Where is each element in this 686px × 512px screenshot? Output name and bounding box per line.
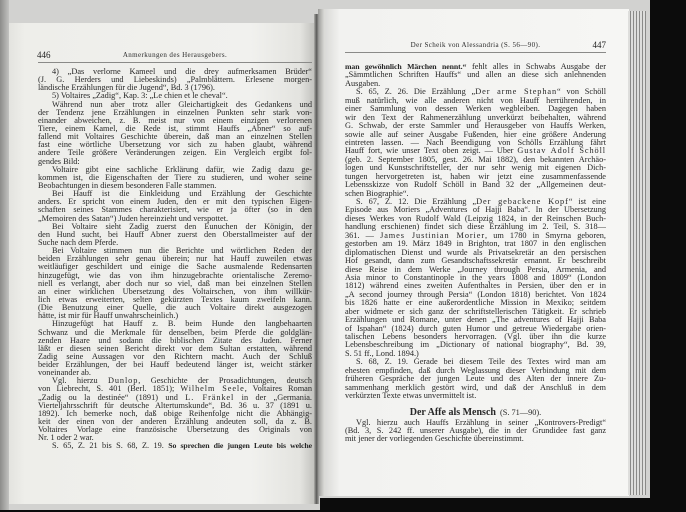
spaced-name: Dunlop [107, 377, 139, 386]
text-line: „A second journey through Persia“ (London 1818) berichtet. Von 1824 [345, 290, 606, 299]
paragraph [38, 442, 312, 450]
line-segment: „Zadig ou la destinée“ (1891) und [38, 393, 186, 402]
paragraph [38, 377, 312, 442]
section-heading [345, 405, 606, 416]
text-line: (Die Benutzung einer Quelle, die auch Voltaire direkt ausgezogen [38, 304, 312, 313]
text-line: Suche nach dem Pferde. [38, 238, 119, 247]
text-line: andere Teile größere Veränderungen zeigen. Ein Vergleich ergibt fol- [38, 149, 312, 158]
text-line: bis 1826 hatte er eine außerordentliche Mission in Mexiko; seitdem [345, 299, 606, 308]
text-line: einander abweichen, z. B. meist nur von einem einzigen verlorenen [38, 116, 312, 125]
text-line: hätte, ist mir für Hauff unwahrscheinlich.) [38, 312, 179, 321]
gutter-shadow [314, 14, 319, 504]
section-paragraphs [345, 419, 606, 444]
text-line: tungen hervorgetreten ist, haben wir jetzt eine zusammenfassende [345, 172, 606, 181]
body-paragraphs [345, 63, 606, 401]
text-line: Bei Hauff ist die Einkleidung und Erzählung der Geschichte [52, 190, 312, 199]
scan-edge-shadow [0, 0, 9, 510]
line-segment: “ ist eine [568, 198, 606, 206]
line-segment: , um 1780 in Smyrna geboren, [484, 231, 606, 240]
text-line: 5) Voltaires „Zadig“, Kap. 3: „Le chien et le cheval“. [52, 92, 228, 101]
text-line: früheren Gespräche der jungen Leute und des Alten der innere Zu- [345, 375, 606, 384]
text-line: Nr. 1 oder 2 war. [38, 434, 94, 443]
text-line: wir den Text der Rahmenerzählung unverkürzt beibehalten, während [345, 113, 606, 122]
text-line: zenden Haare und sodann die biblischen Zitate des Juden. Ferner [38, 336, 312, 345]
text-line: lich etwas erweiterten, selten gekürzten Textes kaum zweifeln kann. [38, 295, 312, 304]
text-line: schaften seines Stammes charakterisiert, wie er ja öfter (so in den [38, 206, 312, 215]
spaced-name: Der gebackene Kopf [476, 198, 569, 206]
line-segment: “ von Schöll [557, 88, 606, 97]
text-line [38, 385, 312, 393]
blackletter-quote: man gewöhnlich Märchen nennt.“ [345, 63, 467, 71]
paragraph [345, 419, 606, 444]
text-line: Voltaire gibt eine sachliche Erklärung dafür, wie Zadig dazu ge- [52, 165, 312, 174]
line-segment: in der „Germania. [234, 393, 312, 402]
paragraph [38, 223, 312, 247]
line-segment: S. 65, Z. 26. Die Erzählung „ [356, 88, 476, 97]
text-line: Asia minor to Constantinople in the years 1808 and 1809“ (London [345, 273, 606, 282]
text-line: kommen ist, die Eigenschaften der Tiere zu studieren, und woher seine [38, 173, 312, 182]
text-line: Vgl. hierzu auch Hauffs Erzählung in seiner „Kontrovers-Predigt“ [356, 418, 606, 427]
line-segment: Vgl. hierzu [52, 377, 108, 386]
running-head: Anmerkungen des Herausgebers. [122, 51, 228, 59]
text-line: beider Erzählungen, der bei Hauff bedeutend länger ist, weicht stärker [38, 361, 312, 370]
page-edge-stack [628, 11, 646, 495]
text-line: Schwanz und die Merkmale für denselben, beim Pferde die goldglän- [38, 328, 312, 337]
text-line: handlung erschienen) findet sich diese Erzählung im 2. Teil, S. 318— [345, 223, 606, 232]
header-rule [345, 52, 606, 53]
text-line: einer Sammlung von dessen Werken wegbleiben. Dagegen haben [345, 105, 606, 114]
page-number: 446 [37, 50, 51, 60]
text-line: gestorben am 19. März 1849 in Brighton, trat 1807 in den englischen [345, 240, 606, 249]
text-line: ehesten empfinden, daß durch Weglassung dieser Verbindung mit dem [345, 366, 606, 375]
text-line: dieses Werkes von Rudolf Wald (Leipzig 1824, in der Reinschen Buch- [345, 214, 606, 223]
text-line [345, 232, 606, 240]
blackletter-quote: So sprechen die jungen Leute bis welche [168, 442, 312, 451]
text-line: fast eine wörtliche Übersetzung vor sich zu haben glaubt, während [38, 141, 312, 150]
text-line: Voltaires Vorlage eine französische Übersetzung des Originals von [38, 426, 312, 435]
text-line: Erzählungen und Romane, unter denen „The adventures of Hajji Baba [345, 316, 606, 325]
paragraph [38, 68, 312, 92]
text-line [345, 88, 606, 96]
text-line [38, 442, 312, 450]
paragraph [38, 92, 312, 100]
text-line: of Ispahan“ (1824) durch guten Humor und getreue Wiedergabe orien- [345, 324, 606, 333]
text-line: verkürzten Texte etwas unvermittelt ist. [345, 392, 477, 401]
text-line: hinzugefügt, wie das von ihm hinzugebrachte orientalische Zeremo- [38, 271, 312, 280]
text-line: (Bd. 3, S. 242 ff. unserer Ausgabe), die in der Grundidee fast ganz [345, 426, 606, 435]
text-line: (geb. 2. September 1805, gest. 26. Mai 1882), den bekannten Archäo- [345, 155, 606, 164]
text-line: Bei Voltaire sieht Zadig zuerst den Eunuchen der Königin, der [52, 222, 312, 231]
text-line: schen Biographie“. [345, 189, 409, 198]
text-line: Während nun aber trotz aller Gleichartigkeit des Gedankens und [52, 100, 312, 109]
text-line: G. Schwab, der erste Sammler und Herausgeber von Hauffs Werken, [345, 122, 606, 131]
text-line: S. 51 ff., Lond. 1894.) [345, 349, 419, 358]
spaced-name: L. Fränkel [185, 393, 235, 402]
spaced-name: Gustav Adolf Schöll [517, 147, 606, 156]
header-rule [38, 62, 312, 63]
line-segment: , Geschichte der Prosadichtungen, deutsch [138, 377, 312, 386]
text-line: Episode aus Moriers „Adventures of Hajji Baba“. In der Übersetzung [345, 206, 606, 215]
text-line: sowie alle auf seiner Ausgabe Fußenden, hier eine größere Änderung [345, 130, 606, 139]
text-line: talischen Lebens besonders hervorragen. (Vgl. über ihn die kurze [345, 333, 606, 341]
paragraph [345, 358, 606, 400]
line-segment: , Voltaires Roman [244, 385, 312, 394]
paragraph [345, 88, 606, 198]
text-line: den Hund sucht, bei Hauff Abner zuerst den Oberstallmeister auf der [38, 230, 312, 239]
text-line: anders. Er spricht von einem Juden, den er mit den typischen Eigen- [38, 198, 312, 207]
left-page [9, 23, 319, 504]
text-line [38, 377, 312, 385]
spaced-name: Der arme Stephan [475, 88, 558, 97]
text-line: diese Reise in dem Werke „Journey through Persia, Armenia, and [345, 265, 606, 274]
paragraph [38, 190, 312, 223]
text-line: mit jener der vorliegenden Geschichte übereinstimmt. [345, 435, 524, 444]
text-line: 1892). Ich bemerke noch, daß obige Reihenfolge nicht die Abhängig- [38, 409, 312, 418]
spaced-name: James Justinian Morier [380, 231, 485, 240]
running-head: Der Scheik von Alessandria (S. 56—90). [410, 41, 541, 49]
text-line: Tiere, einem Kamel, die Rede ist, stimmt Hauffs „Abner“ so auf- [38, 124, 312, 133]
paragraph [38, 166, 312, 190]
body-text [38, 68, 312, 451]
paragraph [38, 101, 312, 166]
right-page [318, 9, 629, 496]
page-number: 447 [592, 40, 606, 50]
text-line [38, 394, 312, 402]
text-line [345, 147, 606, 155]
paragraph [345, 198, 606, 358]
text-line: sammenhang merklich gestört wird, und daß der Anschluß in dem [345, 383, 606, 392]
text-line: ländische Erzählungen für die Jugend“, Bd. 3 (1796). [38, 84, 215, 93]
text-line [345, 63, 606, 71]
text-line: Lebensbeschreibung im „Dictionary of national biography“, Bd. 39, [345, 341, 606, 350]
text-line: (J. G. Herders und Liebeskinds) „Palmblättern. Erlesene morgen- [38, 76, 312, 85]
line-segment: S. 67, Z. 12. Die Erzählung „ [356, 198, 477, 206]
section-title: Der Affe als Mensch [409, 406, 496, 418]
text-line: weitläufiger geschildert und einige die Sache ausmalende Redensarten [38, 263, 312, 272]
text-line: keit der einen von der anderen Erzählung andeuten soll, da z. B. [38, 418, 312, 427]
text-line: 1812) während eines zweiten Aufenthaltes in Persien, über den er in [345, 282, 606, 291]
text-line: der Tendenz jene Erzählungen in einzelnen Punkten sehr stark von- [38, 108, 312, 117]
text-line: muß natürlich, wie alle anderen nicht von Hauff herrührenden, in [345, 96, 606, 105]
text-line: Zadig seine Aussagen vor den Richtern macht. Auch der Schluß [38, 352, 312, 361]
text-line: Hinzugefügt hat Hauff z. B. beim Hunde den langbehaarten [52, 320, 312, 329]
line-segment: 361. — [345, 231, 381, 240]
text-line: Beobachtungen in diesem besonderen Falle stammen. [38, 181, 217, 190]
text-line: Hof gesandt, dann zum Gesandtschaftssekretär ernannt. Er beschreibt [345, 257, 606, 266]
text-line: läßt er diesen seinen Bericht direkt vor dem Sultan erstatten, während [38, 344, 312, 353]
text-line: diplomatischen Dienst und wurde als Privatsekretär an den persischen [345, 248, 606, 257]
text-line: Lebensskizze von Rudolf Schöll in Band 32 der „Allgemeinen deut- [345, 181, 606, 190]
paragraph [38, 247, 312, 320]
text-line: an einer wirklichen Übersetzung des Voltairschen, von ihm willkür- [38, 287, 312, 296]
line-segment: von Liebrecht, S. 401 (Berl. 1851); [38, 385, 181, 394]
text-line: voneinander ab. [38, 369, 91, 378]
text-line: aber widmete er sich ganz der schriftstellerischen Tätigkeit. Er schrieb [345, 307, 606, 316]
text-line: S. 68, Z. 19. Gerade bei diesem Teile des Textes wird man am [356, 358, 606, 367]
text-line: fallend mit Voltaires Geschichte überein, daß man an einzelnen Stellen [38, 133, 312, 142]
text-line: Bei Voltaire stimmen nun die Berichte und wörtlichen Reden der [52, 247, 312, 256]
text-line: eintreten lassen. — Nach Beendigung von Schölls Erzählung fährt [345, 138, 606, 147]
spaced-name: Wilhelm Seele [180, 385, 245, 394]
text-line: logen und Kunstschriftsteller, der nur sehr wenig mit eigenen Dich- [345, 164, 606, 173]
text-line: beiden Erzählungen sehr genau überein; nur hat Hauff zuweilen etwas [38, 255, 312, 264]
text-line: 4) „Das verlorne Kameel und die drey aufmerksamen Brüder“ [52, 68, 312, 76]
text-line: niell es verlangt, aber doch nur so viel, daß man bei einzelnen Stellen [38, 279, 312, 288]
text-line: „Sämmtlichen Schriften Hauffs“ und allen an diese sich anlehnenden [345, 71, 606, 80]
text-line: gendes Bild: [38, 157, 80, 166]
line-segment: Hauff fort, wie unser Text oben zeigt. — Über [345, 147, 518, 156]
line-segment: fehlt alles in Schwabs Ausgabe der [466, 63, 606, 71]
text-line: Ausgaben. [345, 79, 381, 88]
paragraph [345, 63, 606, 88]
text-line: Vierteljahrsschrift für deutsche Altertumskunde“, Bd. 36 u. 37 (1891 u. [38, 401, 312, 410]
body-text [345, 63, 606, 444]
line-segment: S. 65, Z. 21 bis S. 68, Z. 19. [52, 442, 169, 451]
text-line [345, 198, 606, 206]
section-pages: (S. 71—90). [499, 407, 542, 417]
text-line: „Memoiren des Satan“) Juden hereinzieht und verspottet. [38, 214, 229, 223]
paragraph [38, 320, 312, 377]
